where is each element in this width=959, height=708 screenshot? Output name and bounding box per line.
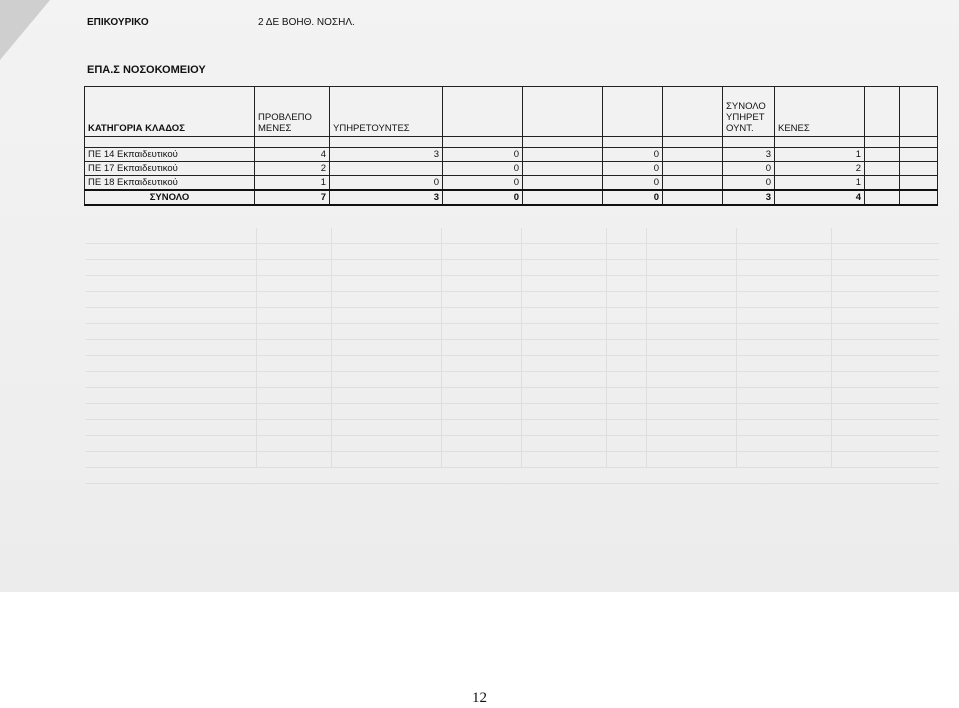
page-fold-corner xyxy=(0,0,50,60)
cell xyxy=(900,148,938,162)
col-header-total-serving: ΣΥΝΟΛΟ ΥΠΗΡΕΤ ΟΥΝΤ. xyxy=(723,87,775,137)
cell xyxy=(900,176,938,191)
table-header-row xyxy=(85,87,938,137)
cell: 4 xyxy=(255,148,330,162)
row-label: ΠΕ 18 Εκπαιδευτικού xyxy=(85,176,255,191)
table-row xyxy=(85,176,938,191)
cell: 0 xyxy=(443,176,523,191)
cell: 1 xyxy=(775,176,865,191)
col-header-10 xyxy=(900,87,938,137)
header-right: 2 ΔΕ ΒΟΗΘ. ΝΟΣΗΛ. xyxy=(258,17,355,28)
cell xyxy=(865,162,900,176)
cell xyxy=(663,190,723,205)
row-label: ΠΕ 14 Εκπαιδευτικού xyxy=(85,148,255,162)
cell: 0 xyxy=(603,176,663,191)
cell: 3 xyxy=(723,190,775,205)
cell xyxy=(663,176,723,191)
cell: 0 xyxy=(443,190,523,205)
total-label: ΣΥΝΟΛΟ xyxy=(85,190,255,205)
cell: 2 xyxy=(255,162,330,176)
col-header-9 xyxy=(865,87,900,137)
cell: 0 xyxy=(723,162,775,176)
table-total-row xyxy=(85,190,938,205)
cell xyxy=(865,148,900,162)
staffing-table xyxy=(84,86,938,206)
table-spacer-row xyxy=(85,137,938,148)
cell xyxy=(523,148,603,162)
cell xyxy=(663,148,723,162)
cell xyxy=(663,162,723,176)
col-header-5 xyxy=(603,87,663,137)
table-row xyxy=(85,162,938,176)
cell: 3 xyxy=(723,148,775,162)
cell: 0 xyxy=(330,176,443,191)
cell xyxy=(523,176,603,191)
cell xyxy=(865,176,900,191)
cell: 0 xyxy=(603,162,663,176)
col-header-3 xyxy=(443,87,523,137)
cell xyxy=(523,190,603,205)
cell: 1 xyxy=(775,148,865,162)
section-title: ΕΠΑ.Σ ΝΟΣΟΚΟΜΕΙΟΥ xyxy=(87,64,206,76)
col-header-serving: ΥΠΗΡΕΤΟΥΝΤΕΣ xyxy=(330,87,443,137)
cell: 1 xyxy=(255,176,330,191)
cell: 0 xyxy=(603,148,663,162)
cell: 0 xyxy=(443,162,523,176)
cell: 3 xyxy=(330,190,443,205)
col-header-4 xyxy=(523,87,603,137)
col-header-planned: ΠΡΟΒΛΕΠΟ ΜΕΝΕΣ xyxy=(255,87,330,137)
cell xyxy=(900,190,938,205)
page-number: 12 xyxy=(472,690,487,706)
cell xyxy=(330,162,443,176)
cell: 7 xyxy=(255,190,330,205)
cell xyxy=(900,162,938,176)
cell: 0 xyxy=(443,148,523,162)
row-label: ΠΕ 17 Εκπαιδευτικού xyxy=(85,162,255,176)
cell xyxy=(865,190,900,205)
col-header-vacancies: ΚΕΝΕΣ xyxy=(775,87,865,137)
cell xyxy=(523,162,603,176)
cell: 0 xyxy=(603,190,663,205)
cell: 2 xyxy=(775,162,865,176)
cell: 0 xyxy=(723,176,775,191)
cell: 3 xyxy=(330,148,443,162)
cell: 4 xyxy=(775,190,865,205)
header-left: ΕΠΙΚΟΥΡΙΚΟ xyxy=(87,17,149,28)
table-row xyxy=(85,148,938,162)
col-header-category: ΚΑΤΗΓΟΡΙΑ ΚΛΑΔΟΣ xyxy=(85,87,255,137)
col-header-6 xyxy=(663,87,723,137)
faded-background-table xyxy=(86,228,939,468)
